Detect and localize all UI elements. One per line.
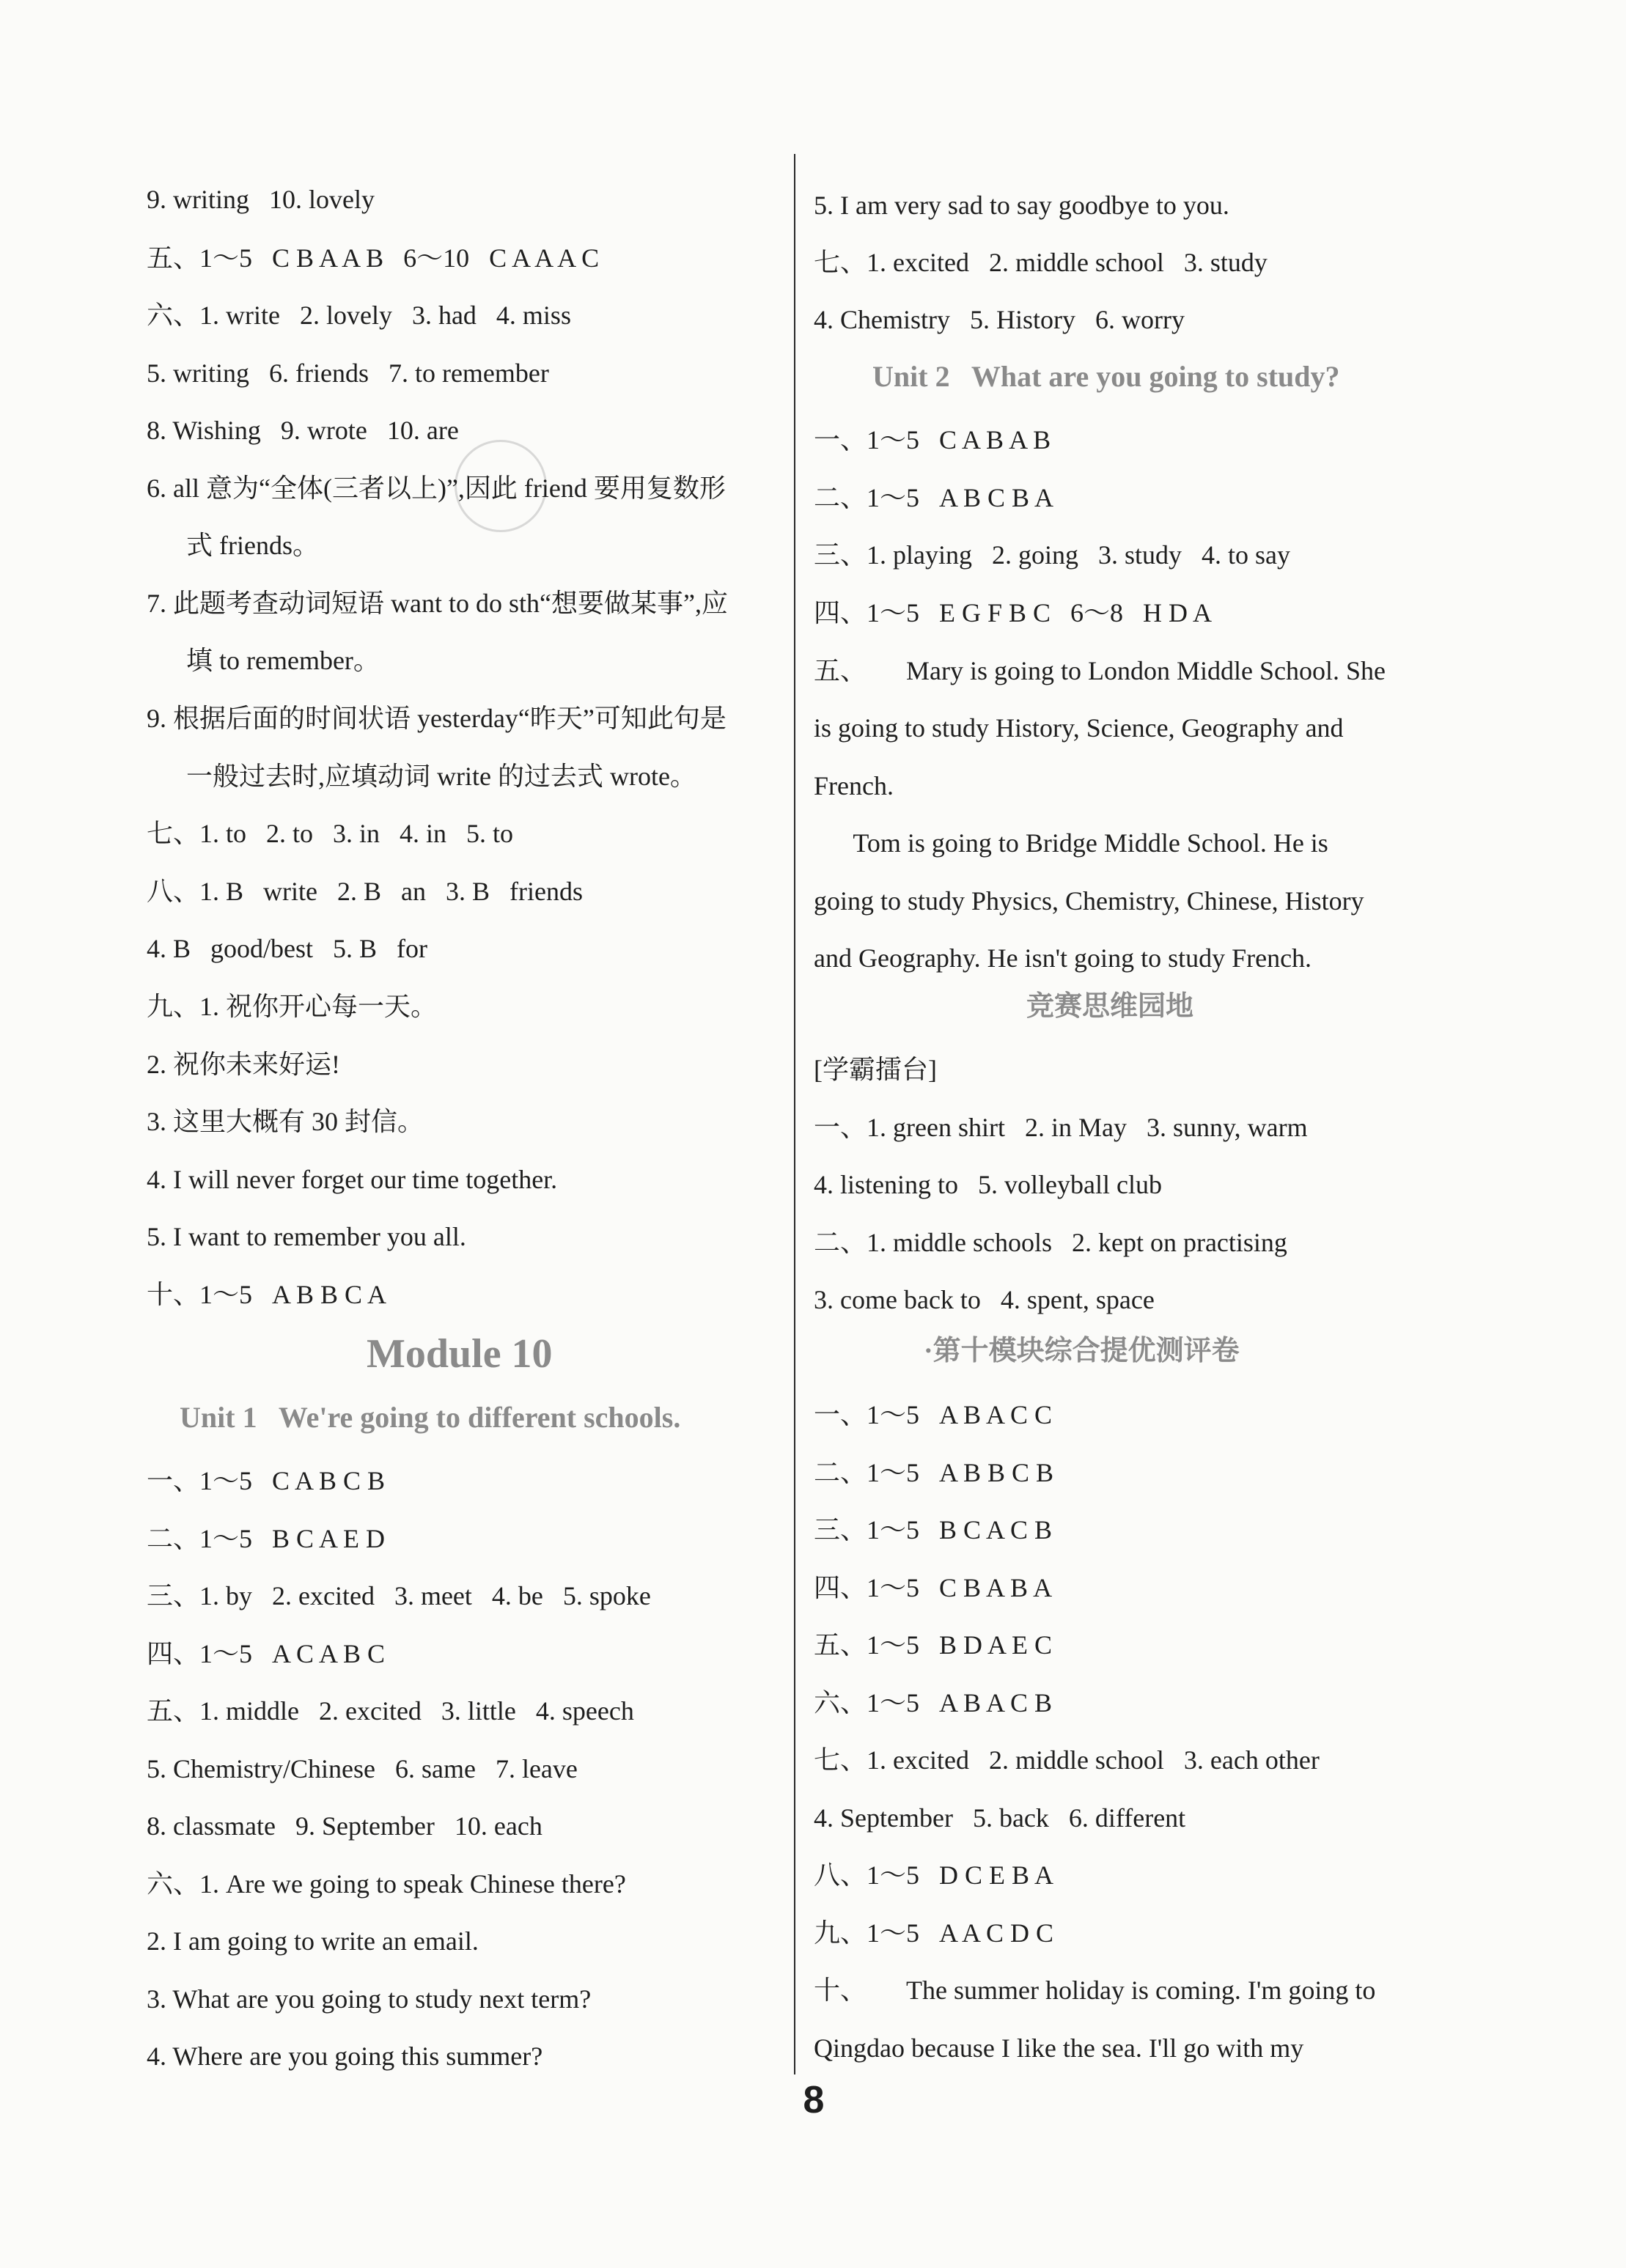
answer-line: 八、1～5 D C E B A bbox=[814, 1860, 1054, 1890]
paragraph-line: Tom is going to Bridge Middle School. He is bbox=[814, 828, 1328, 858]
explanation-line: 7. 此题考查动词短语 want to do sth“想要做某事”,应 bbox=[147, 589, 728, 618]
answer-line: 五、1～5 C B A A B 6～10 C A A A C bbox=[147, 243, 600, 273]
answer-line: 三、1. playing 2. going 3. study 4. to say bbox=[814, 540, 1290, 570]
answer-line: 七、1. excited 2. middle school 3. study bbox=[814, 248, 1268, 277]
answer-line: 4. Where are you going this summer? bbox=[147, 2041, 543, 2071]
answer-line: 十、1～5 A B B C A bbox=[147, 1280, 387, 1309]
explanation-line: 6. all 意为“全体(三者以上)”,因此 friend 要用复数形 bbox=[147, 474, 726, 503]
answer-line: 9. writing 10. lovely bbox=[147, 185, 375, 214]
answer-line: [学霸擂台] bbox=[814, 1055, 937, 1084]
answer-line: 二、1～5 A B B C B bbox=[814, 1458, 1054, 1487]
paragraph-line: is going to study History, Science, Geography and bbox=[814, 713, 1344, 743]
paragraph-line: 五、 Mary is going to London Middle School. She bbox=[814, 656, 1386, 685]
answer-line: 七、1. to 2. to 3. in 4. in 5. to bbox=[147, 819, 514, 848]
answer-line: 3. What are you going to study next term? bbox=[147, 1984, 592, 2014]
paragraph-line: 十、 The summer holiday is coming. I'm going to bbox=[814, 1976, 1376, 2005]
answer-line: 五、1～5 B D A E C bbox=[814, 1630, 1053, 1660]
answer-line: 4. Chemistry 5. History 6. worry bbox=[814, 305, 1185, 334]
answer-line: 4. B good/best 5. B for bbox=[147, 934, 427, 963]
unit-heading: Unit 2 What are you going to study? bbox=[872, 360, 1340, 393]
explanation-line: 填 to remember。 bbox=[186, 646, 380, 675]
answer-line: 九、1. 祝你开心每一天。 bbox=[147, 992, 438, 1021]
answer-line: 五、1. middle 2. excited 3. little 4. speech bbox=[147, 1696, 634, 1726]
unit-heading: Unit 1 We're going to different schools. bbox=[180, 1401, 681, 1434]
paragraph-line: French. bbox=[814, 771, 894, 800]
answer-line: 3. come back to 4. spent, space bbox=[814, 1285, 1155, 1314]
answer-line: 二、1～5 A B C B A bbox=[814, 483, 1054, 512]
answer-line: 4. I will never forget our time together. bbox=[147, 1165, 558, 1194]
answer-line: 一、1～5 A B A C C bbox=[814, 1400, 1053, 1429]
explanation-line: 式 friends。 bbox=[186, 531, 319, 560]
paragraph-line: and Geography. He isn't going to study French. bbox=[814, 943, 1312, 973]
answer-line: 四、1～5 E G F B C 6～8 H D A bbox=[814, 598, 1213, 627]
answer-line: 二、1. middle schools 2. kept on practising bbox=[814, 1228, 1287, 1257]
answer-line: 四、1～5 A C A B C bbox=[147, 1639, 386, 1668]
answer-line: 4. listening to 5. volleyball club bbox=[814, 1170, 1162, 1199]
answer-line: 八、1. B write 2. B an 3. B friends bbox=[147, 877, 583, 906]
answer-line: 2. 祝你未来好运! bbox=[147, 1050, 340, 1079]
answer-line: 六、1. Are we going to speak Chinese there? bbox=[147, 1869, 626, 1899]
answer-line: 四、1～5 C B A B A bbox=[814, 1573, 1053, 1602]
answer-line: 九、1～5 A A C D C bbox=[814, 1918, 1054, 1948]
module-heading: Module 10 bbox=[367, 1331, 553, 1377]
section-heading: ·第十模块综合提优测评卷 bbox=[924, 1336, 1240, 1366]
answer-line: 三、1～5 B C A C B bbox=[814, 1515, 1053, 1544]
paragraph-line: Qingdao because I like the sea. I'll go with my bbox=[814, 2033, 1304, 2063]
explanation-line: 一般过去时,应填动词 write 的过去式 wrote。 bbox=[186, 762, 696, 791]
answer-line: 七、1. excited 2. middle school 3. each other bbox=[814, 1745, 1320, 1775]
answer-line: 二、1～5 B C A E D bbox=[147, 1524, 386, 1553]
answer-line: 5. Chemistry/Chinese 6. same 7. leave bbox=[147, 1754, 578, 1783]
answer-line: 5. writing 6. friends 7. to remember bbox=[147, 358, 549, 388]
answer-line: 5. I am very sad to say goodbye to you. bbox=[814, 191, 1229, 220]
answer-line: 一、1. green shirt 2. in May 3. sunny, warm bbox=[814, 1113, 1308, 1142]
answer-line: 8. classmate 9. September 10. each bbox=[147, 1811, 542, 1841]
answer-line: 3. 这里大概有 30 封信。 bbox=[147, 1107, 424, 1136]
page-number: 8 bbox=[803, 2079, 825, 2121]
answer-line: 三、1. by 2. excited 3. meet 4. be 5. spoke bbox=[147, 1581, 651, 1610]
section-heading: 竞赛思维园地 bbox=[1026, 991, 1194, 1022]
answer-line: 8. Wishing 9. wrote 10. are bbox=[147, 416, 459, 445]
answer-line: 六、1～5 A B A C B bbox=[814, 1688, 1053, 1717]
explanation-line: 9. 根据后面的时间状语 yesterday“昨天”可知此句是 bbox=[147, 704, 726, 733]
column-divider bbox=[794, 154, 795, 2074]
answer-line: 5. I want to remember you all. bbox=[147, 1222, 466, 1251]
answer-line: 六、1. write 2. lovely 3. had 4. miss bbox=[147, 301, 571, 330]
answer-line: 4. September 5. back 6. different bbox=[814, 1803, 1186, 1833]
paragraph-line: going to study Physics, Chemistry, Chinese, History bbox=[814, 886, 1364, 916]
answer-line: 一、1～5 C A B A B bbox=[814, 425, 1051, 454]
answer-line: 2. I am going to write an email. bbox=[147, 1926, 479, 1956]
answer-line: 一、1～5 C A B C B bbox=[147, 1466, 386, 1495]
